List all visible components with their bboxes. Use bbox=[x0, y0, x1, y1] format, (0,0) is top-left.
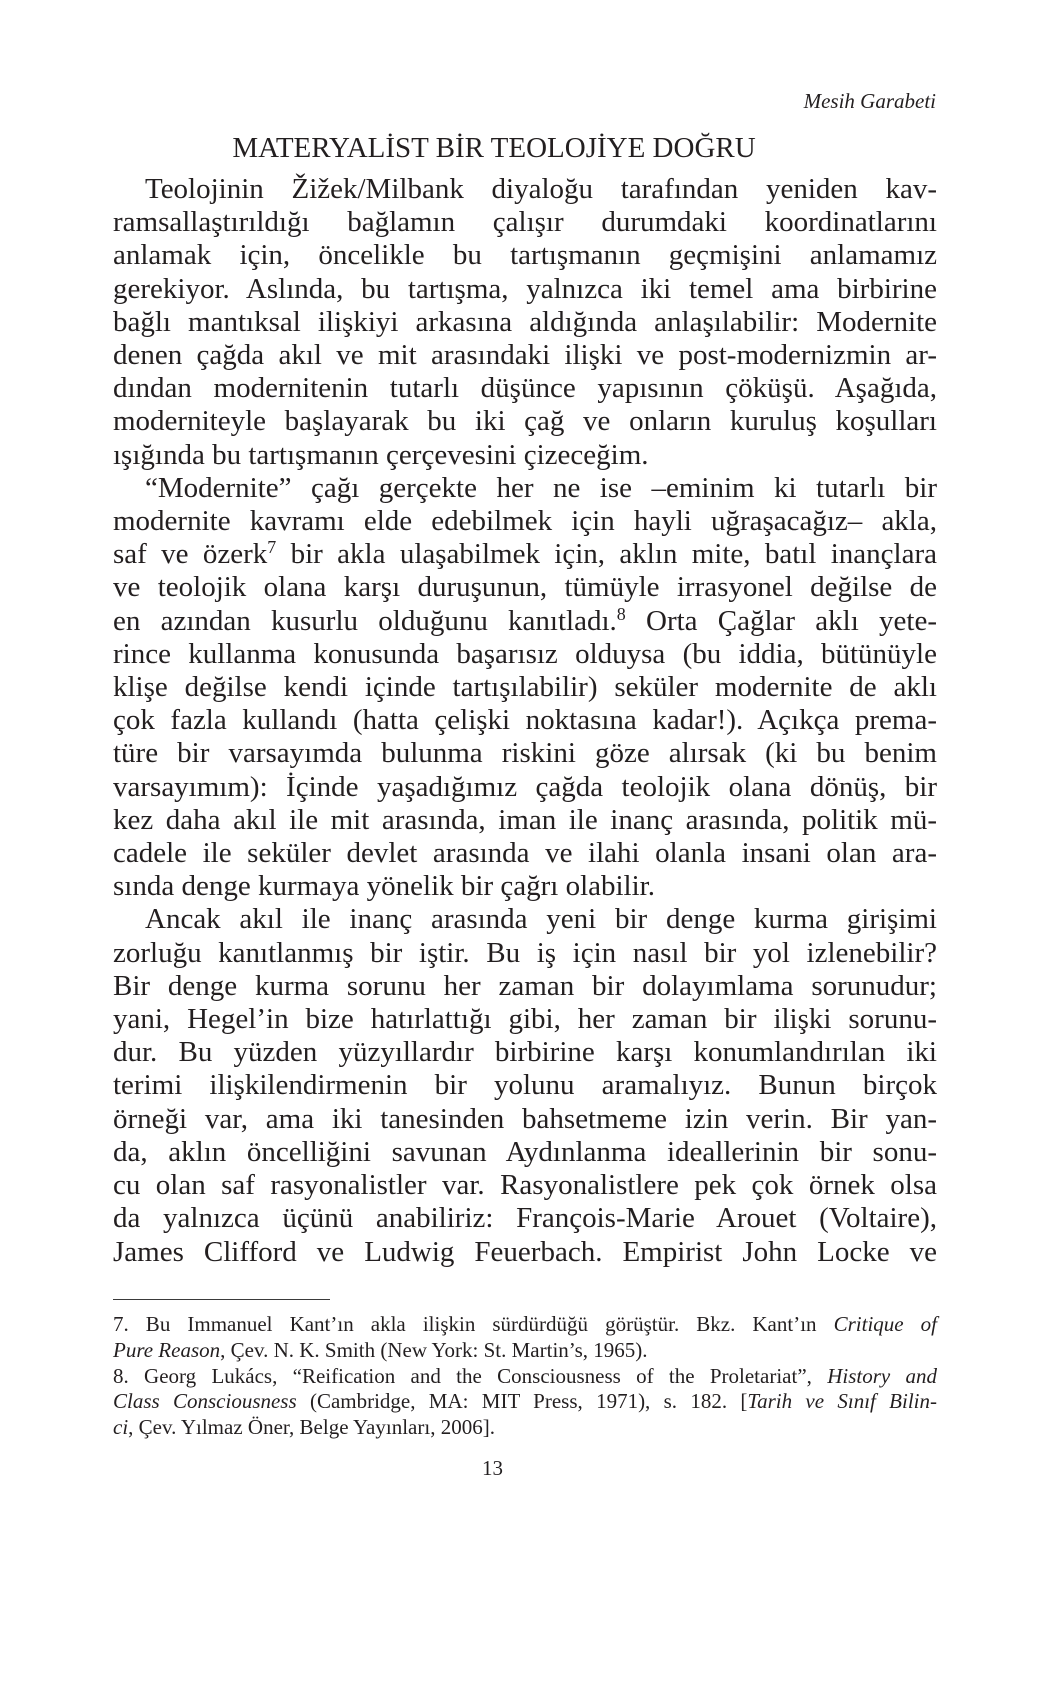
italic-text: Critique of bbox=[833, 1312, 938, 1336]
text-line: Ancak akıl ile inanç arasında yeni bir denge kurma girişimi bbox=[145, 903, 937, 936]
text-line: çok fazla kullandı (hatta çelişki noktasına kadar!). Açıkça prema- bbox=[113, 704, 937, 737]
text-line: Bir denge kurma sorunu her zaman bir dolayımlama sorunudur; bbox=[113, 969, 937, 1002]
text-line: bağlı mantıksal ilişkiyi arkasına aldığında anlaşılabilir: Modernite bbox=[113, 305, 937, 338]
text-line bbox=[113, 1364, 937, 1390]
text-line: dından modernitenin tutarlı düşünce yapısının çöküşü. Aşağıda, bbox=[113, 372, 937, 405]
text-segment: bir akla ulaşabilmek için, aklın mite, batıl inançlara bbox=[276, 538, 937, 571]
footnote-8 bbox=[113, 1364, 937, 1441]
text-line bbox=[113, 605, 937, 638]
text-line: terimi ilişkilendirmenin bir yolunu aramalıyız. Bunun birçok bbox=[113, 1069, 937, 1102]
text-segment: 8. Georg Lukács, “Reification and the Consciousness of the Proletariat”, bbox=[113, 1363, 828, 1388]
text-line: ramsallaştırıldığı bağlamın çalışır durumdaki koordinatlarını bbox=[113, 206, 937, 239]
text-line: varsayımım): İçinde yaşadığımız çağda teolojik olana dönüş, bir bbox=[113, 770, 937, 803]
text-line: yani, Hegel’in bize hatırlattığı gibi, her zaman bir ilişki sorunu- bbox=[113, 1003, 937, 1036]
text-line: ışığında bu tartışmanın çerçevesini çizeceğim. bbox=[113, 438, 649, 471]
italic-text: ci bbox=[113, 1415, 129, 1440]
text-line: da, aklın öncelliğini savunan Aydınlanma ideallerinin bir sonu- bbox=[113, 1135, 937, 1168]
running-header: Mesih Garabeti bbox=[803, 89, 936, 113]
text-line: kez daha akıl ile mit arasında, iman ile inanç arasında, politik mü- bbox=[113, 803, 937, 836]
text-line: James Clifford ve Ludwig Feuerbach. Empirist John Locke ve bbox=[113, 1235, 937, 1268]
text-line: cu olan saf rasyonalistler var. Rasyonalistlere pek çok örnek olsa bbox=[113, 1169, 937, 1202]
text-line: anlamak için, öncelikle bu tartışmanın geçmişini anlamamız bbox=[113, 239, 937, 272]
text-segment: en azından kusurlu olduğunu kanıtladı. bbox=[113, 604, 617, 637]
text-line: da yalnızca üçünü anabiliriz: François-Marie Arouet (Voltaire), bbox=[113, 1202, 937, 1235]
footnotes bbox=[113, 1312, 937, 1441]
italic-text: Tarih ve Sınıf Bilin- bbox=[747, 1389, 937, 1414]
text-segment: , Çev. N. K. Smith (New York: St. Martin’s, 1965). bbox=[220, 1337, 648, 1362]
text-line bbox=[113, 1338, 937, 1364]
paragraph bbox=[113, 472, 937, 904]
text-line: örneği var, ama iki tanesinden bahsetmeme izin verin. Bir yan- bbox=[113, 1102, 937, 1135]
text-line: denen çağda akıl ve mit arasındaki ilişki ve post-modernizmin ar- bbox=[113, 339, 937, 372]
footnote-7 bbox=[113, 1312, 937, 1364]
text-line bbox=[113, 1389, 937, 1415]
text-line: cadele ile seküler devlet arasında ve ilahi olanla insani olan ara- bbox=[113, 837, 937, 870]
italic-text: Class Consciousness bbox=[113, 1389, 297, 1414]
footnote-reference: 8 bbox=[616, 603, 626, 624]
text-line: dur. Bu yüzden yüzyıllardır birbirine karşı konumlandırılan iki bbox=[113, 1036, 937, 1069]
text-line: sında denge kurmaya yönelik bir çağrı olabilir. bbox=[113, 870, 655, 903]
text-line bbox=[113, 538, 937, 571]
text-line: Teolojinin Žižek/Milbank diyaloğu tarafından yeniden kav- bbox=[145, 173, 937, 205]
section-title: MATERYALİST BİR TEOLOJİYE DOĞRU bbox=[232, 132, 756, 164]
text-line bbox=[113, 1312, 937, 1338]
text-line: ve teolojik olana karşı duruşunun, tümüyle irrasyonel değilse de bbox=[113, 571, 937, 604]
text-line: moderniteyle başlayarak bu iki çağ ve onların kuruluş koşulları bbox=[113, 405, 937, 438]
italic-text: History and bbox=[827, 1363, 938, 1388]
italic-text: Pure Reason bbox=[113, 1337, 221, 1362]
text-segment: , Çev. Yılmaz Öner, Belge Yayınları, 2006]. bbox=[128, 1415, 495, 1440]
text-line: türe bir varsayımda bulunma riskini göze alırsak (ki bu benim bbox=[113, 737, 937, 770]
text-segment: 7. Bu Immanuel Kant’ın akla ilişkin sürdürdüğü görüştür. Bkz. Kant’ın bbox=[113, 1312, 834, 1336]
text-line: zorluğu kanıtlanmış bir iştir. Bu iş için nasıl bir yol izlenebilir? bbox=[113, 936, 937, 969]
footnote-divider bbox=[113, 1299, 330, 1300]
text-line: “Modernite” çağı gerçekte her ne ise –eminim ki tutarlı bir bbox=[145, 471, 937, 504]
footnote-reference: 7 bbox=[267, 537, 277, 558]
body-text bbox=[113, 173, 937, 1269]
text-line: klişe değilse kendi içinde tartışılabilir) seküler modernite de aklı bbox=[113, 671, 937, 704]
paragraph bbox=[113, 903, 937, 1268]
paragraph bbox=[113, 173, 937, 472]
page-number: 13 bbox=[482, 1456, 503, 1480]
text-segment: (Cambridge, MA: MIT Press, 1971), s. 182. [ bbox=[296, 1389, 748, 1414]
text-line: gerekiyor. Aslında, bu tartışma, yalnızca iki temel ama birbirine bbox=[113, 272, 937, 305]
text-segment: saf ve özerk bbox=[113, 538, 268, 571]
text-line: modernite kavramı elde edebilmek için hayli uğraşacağız– akla, bbox=[113, 505, 937, 538]
text-line: rince kullanma konusunda başarısız olduysa (bu iddia, bütünüyle bbox=[113, 637, 937, 670]
text-segment: Orta Çağlar aklı yete- bbox=[625, 604, 937, 637]
text-line bbox=[113, 1415, 937, 1441]
